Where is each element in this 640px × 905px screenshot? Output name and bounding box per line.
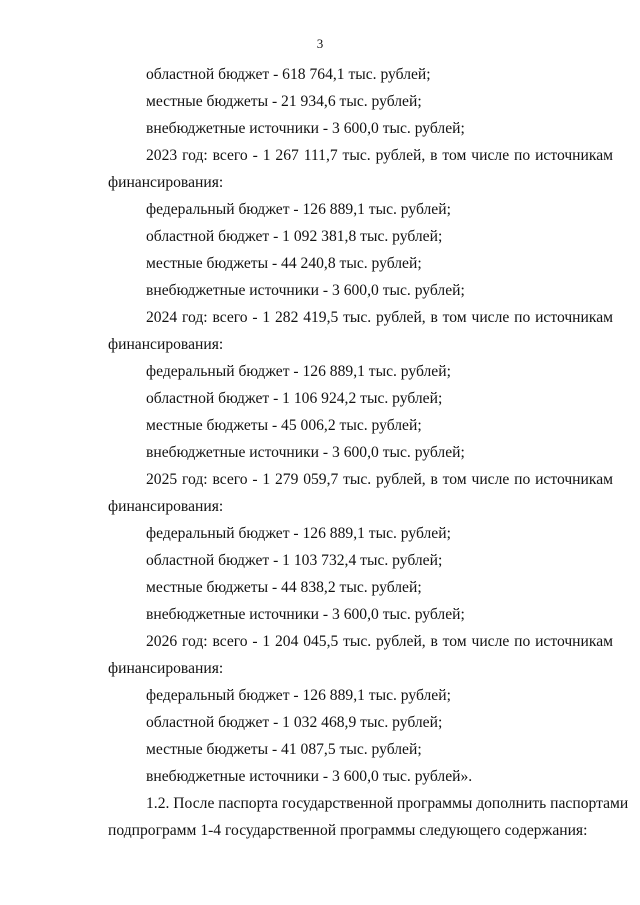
- text-line: финансирования:: [108, 660, 224, 677]
- text-line: местные бюджеты - 41 087,5 тыс. рублей;: [146, 741, 422, 758]
- text-line: областной бюджет - 1 103 732,4 тыс. рублей;: [146, 552, 443, 569]
- text-line: внебюджетные источники - 3 600,0 тыс. рублей;: [146, 444, 465, 461]
- year-2023-line: 2023 год: всего - 1 267 111,7 тыс. рублей, в том числе по источникам: [146, 147, 613, 164]
- year-2025-line: 2025 год: всего - 1 279 059,7 тыс. рублей, в том числе по источникам: [146, 471, 613, 488]
- text-line: финансирования:: [108, 174, 224, 191]
- document-body: [108, 61, 629, 844]
- paragraph-1-2-line: 1.2. После паспорта государственной программы дополнить паспортами: [146, 795, 629, 812]
- text-line: подпрограмм 1-4 государственной программы следующего содержания:: [108, 822, 588, 839]
- text-line: областной бюджет - 1 092 381,8 тыс. рублей;: [146, 228, 443, 245]
- text-line: финансирования:: [108, 498, 224, 515]
- text-line: местные бюджеты - 45 006,2 тыс. рублей;: [146, 417, 422, 434]
- year-2026-line: 2026 год: всего - 1 204 045,5 тыс. рублей, в том числе по источникам: [146, 633, 613, 650]
- text-line: областной бюджет - 1 032 468,9 тыс. рублей;: [146, 714, 443, 731]
- text-line: федеральный бюджет - 126 889,1 тыс. рублей;: [146, 201, 451, 218]
- text-line: внебюджетные источники - 3 600,0 тыс. рублей;: [146, 120, 465, 137]
- text-line: местные бюджеты - 44 838,2 тыс. рублей;: [146, 579, 422, 596]
- text-line: местные бюджеты - 44 240,8 тыс. рублей;: [146, 255, 422, 272]
- text-line: финансирования:: [108, 336, 224, 353]
- text-line: внебюджетные источники - 3 600,0 тыс. рублей;: [146, 282, 465, 299]
- text-line: местные бюджеты - 21 934,6 тыс. рублей;: [146, 93, 422, 110]
- text-line: федеральный бюджет - 126 889,1 тыс. рублей;: [146, 525, 451, 542]
- text-line: федеральный бюджет - 126 889,1 тыс. рублей;: [146, 687, 451, 704]
- text-line: областной бюджет - 618 764,1 тыс. рублей;: [146, 66, 431, 83]
- text-line: внебюджетные источники - 3 600,0 тыс. рублей».: [146, 768, 473, 785]
- year-2024-line: 2024 год: всего - 1 282 419,5 тыс. рублей, в том числе по источникам: [146, 309, 613, 326]
- page-number: 3: [316, 36, 324, 51]
- text-line: федеральный бюджет - 126 889,1 тыс. рублей;: [146, 363, 451, 380]
- text-line: областной бюджет - 1 106 924,2 тыс. рублей;: [146, 390, 443, 407]
- text-line: внебюджетные источники - 3 600,0 тыс. рублей;: [146, 606, 465, 623]
